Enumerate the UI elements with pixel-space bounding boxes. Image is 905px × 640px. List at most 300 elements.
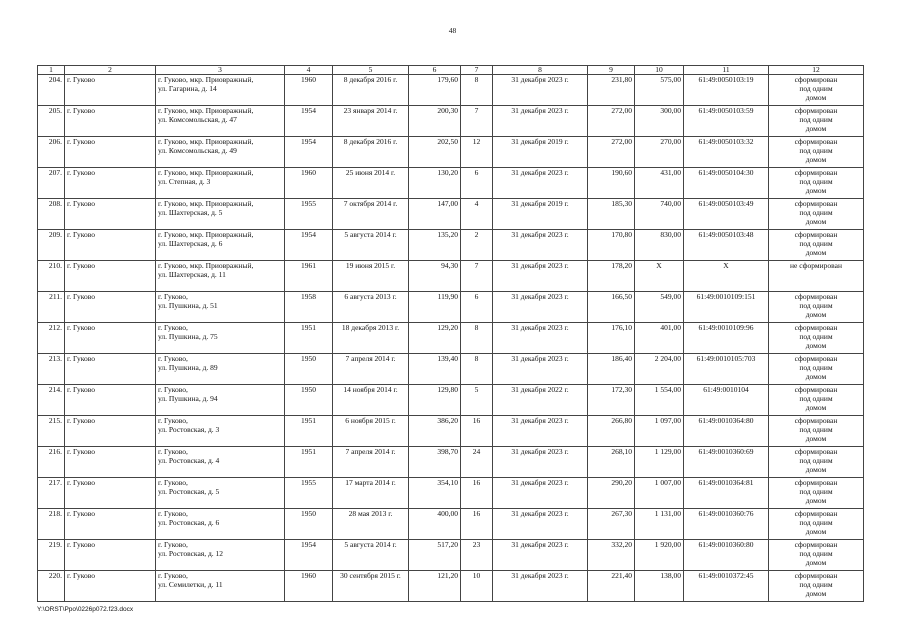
land-area-cell-line: 1 129,00	[654, 447, 681, 456]
land-status-cell	[769, 199, 864, 230]
recognition-date-cell	[333, 261, 409, 292]
table-row	[38, 571, 864, 602]
land-status-cell-line: под одним	[799, 146, 833, 155]
deadline-cell	[493, 261, 588, 292]
deadline-cell	[493, 509, 588, 540]
land-area-cell-line: 401,00	[660, 323, 681, 332]
land-status-cell-line: домом	[805, 124, 827, 133]
year-built-cell	[285, 106, 333, 137]
land-status-cell-line: под одним	[799, 84, 833, 93]
row-number-line: 205.	[48, 106, 62, 115]
table-row	[38, 230, 864, 261]
cadastral-number-cell-line: 61:49:0050104:30	[698, 168, 754, 177]
row-number	[38, 106, 65, 137]
deadline-cell-line: 31 декабря 2023 г.	[511, 416, 569, 425]
residents-cell	[461, 540, 493, 571]
municipality-cell	[65, 571, 156, 602]
recognition-date-cell-line: 7 апреля 2014 г.	[345, 447, 396, 456]
table-row	[38, 354, 864, 385]
deadline-cell-line: 31 декабря 2023 г.	[511, 292, 569, 301]
cadastral-number-cell-line: 61:49:0010364:81	[698, 478, 754, 487]
year-built-cell	[285, 168, 333, 199]
deadline-cell	[493, 230, 588, 261]
table-row	[38, 168, 864, 199]
land-area-cell	[635, 261, 684, 292]
land-area-cell-line: 270,00	[660, 137, 681, 146]
residents-cell-line: 5	[474, 385, 479, 394]
residents-cell-line: 12	[472, 137, 481, 146]
cadastral-number-cell	[684, 137, 769, 168]
deadline-cell-line: 31 декабря 2022 г.	[511, 385, 569, 394]
row-number-line: 206.	[48, 137, 62, 146]
land-status-cell-line: домом	[805, 558, 827, 567]
living-area-cell-line: 185,30	[611, 199, 632, 208]
year-built-cell	[285, 137, 333, 168]
table-row	[38, 385, 864, 416]
deadline-cell-line: 31 декабря 2023 г.	[511, 75, 569, 84]
residents-cell	[461, 199, 493, 230]
land-status-cell-line: сформирован	[794, 416, 838, 425]
address-cell-line: ул. Пушкина, д. 89	[158, 363, 218, 372]
area-cell-line: 517,20	[437, 540, 458, 549]
area-cell	[409, 323, 461, 354]
area-cell	[409, 478, 461, 509]
land-status-cell-line: сформирован	[794, 354, 838, 363]
land-status-cell-line: сформирован	[794, 106, 838, 115]
address-cell-line: ул. Ростовская, д. 12	[158, 549, 224, 558]
land-status-cell-line: сформирован	[794, 447, 838, 456]
deadline-cell-line: 31 декабря 2023 г.	[511, 323, 569, 332]
land-status-cell	[769, 323, 864, 354]
address-cell-line: ул. Пушкина, д. 75	[158, 332, 218, 341]
recognition-date-cell	[333, 323, 409, 354]
address-cell-line: г. Гуково,	[158, 509, 188, 518]
column-header: 3	[156, 66, 285, 75]
land-status-cell-line: не сформирован	[790, 261, 842, 270]
year-built-cell	[285, 75, 333, 106]
land-area-cell-line: 740,00	[660, 199, 681, 208]
deadline-cell-line: 31 декабря 2023 г.	[511, 478, 569, 487]
table-row	[38, 416, 864, 447]
cadastral-number-cell-line: 61:49:0010360:76	[698, 509, 754, 518]
area-cell-line: 398,70	[437, 447, 458, 456]
municipality-cell-line: г. Гуково	[67, 292, 96, 301]
municipality-cell-line: г. Гуково	[67, 540, 96, 549]
area-cell	[409, 168, 461, 199]
land-area-cell	[635, 354, 684, 385]
land-status-cell	[769, 571, 864, 602]
living-area-cell-line: 268,10	[611, 447, 632, 456]
column-header: 7	[461, 66, 493, 75]
municipality-cell	[65, 509, 156, 540]
land-status-cell-line: под одним	[799, 549, 833, 558]
land-status-cell-line: сформирован	[794, 230, 838, 239]
living-area-cell-line: 221,40	[611, 571, 632, 580]
cadastral-number-cell	[684, 478, 769, 509]
area-cell-line: 179,60	[437, 75, 458, 84]
living-area-cell-line: 272,00	[611, 137, 632, 146]
area-cell	[409, 571, 461, 602]
recognition-date-cell-line: 5 августа 2014 г.	[344, 230, 397, 239]
municipality-cell	[65, 261, 156, 292]
municipality-cell	[65, 230, 156, 261]
column-header: 12	[769, 66, 864, 75]
land-area-cell	[635, 540, 684, 571]
municipality-cell	[65, 540, 156, 571]
recognition-date-cell-line: 8 декабря 2016 г.	[343, 75, 398, 84]
area-cell-line: 129,20	[437, 323, 458, 332]
residents-cell-line: 2	[474, 230, 479, 239]
deadline-cell-line: 31 декабря 2023 г.	[511, 354, 569, 363]
area-cell-line: 386,20	[437, 416, 458, 425]
deadline-cell-line: 31 декабря 2023 г.	[511, 571, 569, 580]
deadline-cell	[493, 478, 588, 509]
row-number-line: 218.	[48, 509, 62, 518]
municipality-cell-line: г. Гуково	[67, 385, 96, 394]
table-row	[38, 323, 864, 354]
land-status-cell-line: домом	[805, 496, 827, 505]
land-status-cell-line: под одним	[799, 208, 833, 217]
land-status-cell-line: под одним	[799, 177, 833, 186]
residents-cell	[461, 168, 493, 199]
year-built-cell	[285, 292, 333, 323]
row-number-line: 213.	[48, 354, 62, 363]
land-status-cell-line: домом	[805, 589, 827, 598]
land-area-cell-line: 549,00	[660, 292, 681, 301]
land-area-cell-line: 2 204,00	[654, 354, 681, 363]
deadline-cell	[493, 323, 588, 354]
living-area-cell	[588, 106, 635, 137]
deadline-cell	[493, 75, 588, 106]
recognition-date-cell-line: 25 июня 2014 г.	[345, 168, 396, 177]
cadastral-number-cell	[684, 199, 769, 230]
area-cell-line: 129,80	[437, 385, 458, 394]
year-built-cell	[285, 478, 333, 509]
page-number: 48	[448, 26, 457, 35]
living-area-cell	[588, 292, 635, 323]
area-cell	[409, 106, 461, 137]
land-status-cell	[769, 168, 864, 199]
area-cell-line: 130,20	[437, 168, 458, 177]
year-built-cell-line: 1950	[301, 385, 316, 394]
address-cell-line: ул. Шахтерская, д. 5	[158, 208, 223, 217]
row-number-line: 212.	[48, 323, 62, 332]
land-status-cell-line: под одним	[799, 425, 833, 434]
land-status-cell-line: сформирован	[794, 199, 838, 208]
deadline-cell	[493, 571, 588, 602]
recognition-date-cell-line: 17 марта 2014 г.	[345, 478, 396, 487]
living-area-cell-line: 166,50	[611, 292, 632, 301]
year-built-cell-line: 1954	[301, 106, 316, 115]
address-cell-line: ул. Ростовская, д. 6	[158, 518, 220, 527]
land-status-cell	[769, 106, 864, 137]
land-area-cell	[635, 509, 684, 540]
land-status-cell	[769, 416, 864, 447]
land-status-cell-line: сформирован	[794, 323, 838, 332]
residents-cell-line: 16	[472, 478, 481, 487]
deadline-cell-line: 31 декабря 2023 г.	[511, 230, 569, 239]
area-cell-line: 119,90	[437, 292, 458, 301]
living-area-cell	[588, 168, 635, 199]
recognition-date-cell	[333, 540, 409, 571]
area-cell-line: 400,00	[437, 509, 458, 518]
living-area-cell-line: 186,40	[611, 354, 632, 363]
address-cell-line: ул. Шахтерская, д. 11	[158, 270, 226, 279]
deadline-cell-line: 31 декабря 2023 г.	[511, 106, 569, 115]
residents-cell-line: 16	[472, 416, 481, 425]
recognition-date-cell-line: 14 ноября 2014 г.	[343, 385, 398, 394]
year-built-cell	[285, 571, 333, 602]
address-cell	[156, 509, 285, 540]
living-area-cell-line: 178,20	[611, 261, 632, 270]
year-built-cell	[285, 261, 333, 292]
row-number	[38, 137, 65, 168]
column-header: 6	[409, 66, 461, 75]
land-status-cell-line: под одним	[799, 394, 833, 403]
deadline-cell	[493, 354, 588, 385]
recognition-date-cell	[333, 385, 409, 416]
row-number-line: 215.	[48, 416, 62, 425]
recognition-date-cell-line: 7 октября 2014 г.	[343, 199, 398, 208]
municipality-cell	[65, 75, 156, 106]
recognition-date-cell-line: 28 мая 2013 г.	[348, 509, 393, 518]
row-number	[38, 75, 65, 106]
address-cell-line: г. Гуково, мкр. Приовражный,	[158, 199, 254, 208]
address-cell-line: г. Гуково,	[158, 478, 188, 487]
area-cell	[409, 230, 461, 261]
living-area-cell	[588, 509, 635, 540]
residents-cell	[461, 106, 493, 137]
deadline-cell-line: 31 декабря 2023 г.	[511, 168, 569, 177]
land-area-cell-line: 1 554,00	[654, 385, 681, 394]
cadastral-number-cell	[684, 416, 769, 447]
year-built-cell	[285, 323, 333, 354]
land-status-cell-line: под одним	[799, 580, 833, 589]
area-cell	[409, 509, 461, 540]
year-built-cell	[285, 416, 333, 447]
residents-cell	[461, 137, 493, 168]
cadastral-number-cell	[684, 323, 769, 354]
address-cell-line: г. Гуково, мкр. Приовражный,	[158, 261, 254, 270]
living-area-cell	[588, 75, 635, 106]
year-built-cell	[285, 447, 333, 478]
land-area-cell	[635, 323, 684, 354]
cadastral-number-cell	[684, 540, 769, 571]
address-cell-line: ул. Шахтерская, д. 6	[158, 239, 223, 248]
cadastral-number-cell-line: 61:49:0010105:703	[696, 354, 756, 363]
row-number	[38, 416, 65, 447]
column-header: 4	[285, 66, 333, 75]
municipality-cell	[65, 199, 156, 230]
municipality-cell	[65, 323, 156, 354]
residents-cell-line: 7	[474, 261, 479, 270]
cadastral-number-cell-line: 61:49:0010109:96	[698, 323, 754, 332]
cadastral-number-cell-line: 61:49:0010360:69	[698, 447, 754, 456]
residents-cell	[461, 292, 493, 323]
land-area-cell	[635, 416, 684, 447]
recognition-date-cell	[333, 168, 409, 199]
file-path-footer: Y:\ORST\Ppo\0226p072.f23.docx	[37, 606, 134, 613]
cadastral-number-cell	[684, 509, 769, 540]
recognition-date-cell	[333, 447, 409, 478]
address-cell-line: ул. Ростовская, д. 5	[158, 487, 220, 496]
deadline-cell-line: 31 декабря 2019 г.	[511, 199, 569, 208]
living-area-cell-line: 272,00	[611, 106, 632, 115]
land-status-cell-line: под одним	[799, 456, 833, 465]
area-cell	[409, 75, 461, 106]
cadastral-number-cell-line: Х	[723, 261, 729, 270]
year-built-cell-line: 1951	[301, 447, 316, 456]
area-cell	[409, 199, 461, 230]
cadastral-number-cell	[684, 106, 769, 137]
municipality-cell-line: г. Гуково	[67, 261, 96, 270]
living-area-cell	[588, 137, 635, 168]
address-cell	[156, 571, 285, 602]
row-number-line: 219.	[48, 540, 62, 549]
area-cell-line: 135,20	[437, 230, 458, 239]
address-cell	[156, 106, 285, 137]
land-area-cell	[635, 571, 684, 602]
living-area-cell-line: 267,30	[611, 509, 632, 518]
residents-cell	[461, 571, 493, 602]
area-cell-line: 139,40	[437, 354, 458, 363]
deadline-cell	[493, 385, 588, 416]
living-area-cell	[588, 478, 635, 509]
table-row	[38, 540, 864, 571]
land-status-cell	[769, 261, 864, 292]
deadline-cell-line: 31 декабря 2023 г.	[511, 509, 569, 518]
recognition-date-cell	[333, 478, 409, 509]
land-status-cell	[769, 230, 864, 261]
recognition-date-cell	[333, 199, 409, 230]
land-status-cell-line: сформирован	[794, 137, 838, 146]
recognition-date-cell-line: 6 ноября 2015 г.	[345, 416, 396, 425]
living-area-cell	[588, 571, 635, 602]
address-cell-line: ул. Пушкина, д. 94	[158, 394, 218, 403]
land-status-cell-line: домом	[805, 372, 827, 381]
deadline-cell-line: 31 декабря 2023 г.	[511, 540, 569, 549]
area-cell	[409, 416, 461, 447]
address-cell-line: г. Гуково,	[158, 416, 188, 425]
recognition-date-cell-line: 18 декабря 2013 г.	[341, 323, 400, 332]
land-status-cell-line: домом	[805, 186, 827, 195]
residents-cell-line: 7	[474, 106, 479, 115]
table-row	[38, 75, 864, 106]
land-status-cell-line: домом	[805, 434, 827, 443]
cadastral-number-cell	[684, 261, 769, 292]
row-number	[38, 323, 65, 354]
land-area-cell	[635, 75, 684, 106]
table-row	[38, 106, 864, 137]
register-table	[37, 65, 864, 602]
area-cell	[409, 354, 461, 385]
address-cell-line: г. Гуково,	[158, 385, 188, 394]
address-cell	[156, 261, 285, 292]
land-status-cell-line: сформирован	[794, 292, 838, 301]
address-cell	[156, 385, 285, 416]
row-number-line: 210.	[48, 261, 62, 270]
year-built-cell-line: 1950	[301, 509, 316, 518]
land-status-cell-line: домом	[805, 341, 827, 350]
deadline-cell	[493, 416, 588, 447]
living-area-cell-line: 176,10	[611, 323, 632, 332]
row-number-line: 209.	[48, 230, 62, 239]
land-status-cell-line: под одним	[799, 363, 833, 372]
deadline-cell	[493, 168, 588, 199]
row-number	[38, 354, 65, 385]
table-row	[38, 137, 864, 168]
recognition-date-cell	[333, 416, 409, 447]
year-built-cell-line: 1951	[301, 416, 316, 425]
address-cell-line: г. Гуково, мкр. Приовражный,	[158, 168, 254, 177]
row-number	[38, 261, 65, 292]
row-number	[38, 509, 65, 540]
municipality-cell-line: г. Гуково	[67, 416, 96, 425]
recognition-date-cell	[333, 230, 409, 261]
municipality-cell	[65, 385, 156, 416]
residents-cell	[461, 323, 493, 354]
address-cell-line: ул. Комсомольская, д. 47	[158, 115, 237, 124]
land-area-cell-line: 300,00	[660, 106, 681, 115]
row-number	[38, 571, 65, 602]
address-cell	[156, 540, 285, 571]
address-cell-line: г. Гуково, мкр. Приовражный,	[158, 106, 254, 115]
cadastral-number-cell-line: 61:49:0010109:151	[696, 292, 756, 301]
land-area-cell	[635, 230, 684, 261]
row-number	[38, 199, 65, 230]
recognition-date-cell-line: 23 января 2014 г.	[343, 106, 398, 115]
year-built-cell-line: 1955	[301, 199, 316, 208]
cadastral-number-cell-line: 61:49:0010372:45	[698, 571, 754, 580]
cadastral-number-cell	[684, 354, 769, 385]
deadline-cell	[493, 106, 588, 137]
deadline-cell	[493, 199, 588, 230]
residents-cell-line: 16	[472, 509, 481, 518]
address-cell-line: ул. Степная, д. 3	[158, 177, 211, 186]
residents-cell-line: 8	[474, 75, 479, 84]
table-row	[38, 261, 864, 292]
land-status-cell-line: сформирован	[794, 540, 838, 549]
cadastral-number-cell	[684, 292, 769, 323]
municipality-cell-line: г. Гуково	[67, 199, 96, 208]
land-area-cell	[635, 168, 684, 199]
row-number	[38, 447, 65, 478]
residents-cell	[461, 75, 493, 106]
land-area-cell-line: 575,00	[660, 75, 681, 84]
residents-cell	[461, 478, 493, 509]
land-status-cell	[769, 478, 864, 509]
recognition-date-cell	[333, 354, 409, 385]
municipality-cell-line: г. Гуково	[67, 354, 96, 363]
cadastral-number-cell-line: 61:49:0050103:48	[698, 230, 754, 239]
municipality-cell-line: г. Гуково	[67, 323, 96, 332]
deadline-cell	[493, 137, 588, 168]
deadline-cell-line: 31 декабря 2023 г.	[511, 447, 569, 456]
residents-cell	[461, 385, 493, 416]
address-cell-line: ул. Комсомольская, д. 49	[158, 146, 237, 155]
column-number-header	[38, 66, 864, 75]
residents-cell-line: 6	[474, 168, 479, 177]
recognition-date-cell	[333, 75, 409, 106]
address-cell-line: г. Гуково,	[158, 447, 188, 456]
address-cell-line: ул. Ростовская, д. 3	[158, 425, 220, 434]
residents-cell	[461, 354, 493, 385]
land-status-cell	[769, 137, 864, 168]
address-cell	[156, 75, 285, 106]
land-status-cell-line: домом	[805, 248, 827, 257]
municipality-cell	[65, 354, 156, 385]
cadastral-number-cell	[684, 230, 769, 261]
